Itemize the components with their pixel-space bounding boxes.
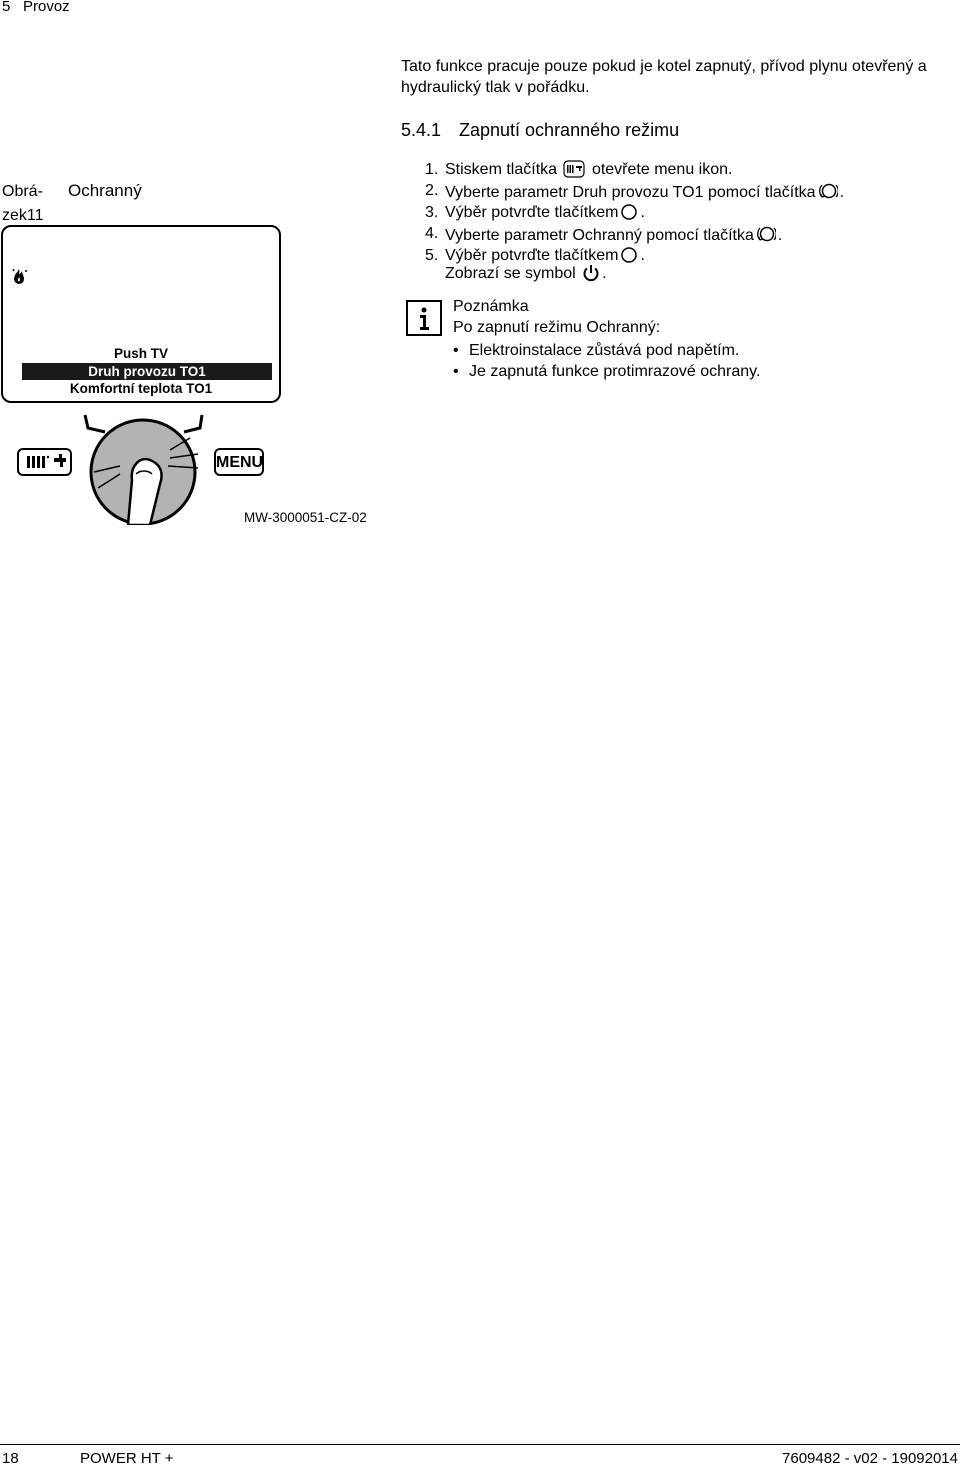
step-number: 2. bbox=[425, 181, 439, 199]
step-text: pomocí tlačítka bbox=[707, 183, 816, 201]
heating-dhw-button[interactable] bbox=[17, 448, 72, 476]
steps-list bbox=[425, 160, 955, 267]
note-text-part: Po zapnutí režimu bbox=[453, 319, 582, 336]
display-line-selected: Druh provozu TO1 bbox=[22, 363, 272, 380]
power-icon bbox=[582, 264, 600, 282]
note-list bbox=[453, 340, 760, 382]
step-2 bbox=[425, 181, 955, 204]
step-text: Výběr potvrďte tlačítkem bbox=[445, 247, 619, 264]
step-text: otevřete menu ikon. bbox=[591, 161, 733, 178]
result-text: Zobrazí se symbol bbox=[445, 265, 576, 282]
document-code: 7609482 - v02 - 19092014 bbox=[782, 1450, 958, 1467]
flame-icon bbox=[11, 267, 29, 285]
page-number: 18 bbox=[2, 1450, 19, 1467]
radiator-tap-icon bbox=[19, 450, 70, 474]
boiler-display-panel bbox=[1, 225, 281, 403]
step-text: . bbox=[777, 226, 783, 244]
step-text: Vyberte parametr bbox=[445, 183, 569, 201]
product-name: POWER HT + bbox=[80, 1450, 174, 1467]
intro-paragraph: Tato funkce pracuje pouze pokud je kotel zapnutý, přívod plynu otevřený a hydraulický tlak v pořádku. bbox=[401, 58, 927, 96]
step-number: 1. bbox=[425, 161, 439, 178]
figure-label-line1: Obrá- bbox=[2, 183, 43, 200]
step-param: Druh provozu TO1 bbox=[572, 183, 704, 201]
note-text-part: : bbox=[655, 319, 661, 336]
figure-label bbox=[2, 180, 52, 228]
step-number: 5. bbox=[425, 247, 439, 264]
note-item: • Je zapnutá funkce protimrazové ochrany. bbox=[453, 361, 760, 382]
chapter-number: 5 bbox=[2, 0, 11, 15]
note-item: • Elektroinstalace zůstává pod napětím. bbox=[453, 340, 760, 361]
figure-code: MW-3000051-CZ-02 bbox=[244, 510, 367, 525]
figure-label-line2: zek11 bbox=[2, 207, 44, 224]
step-text: Stiskem tlačítka bbox=[445, 161, 558, 178]
section-title: Zapnutí ochranného režimu bbox=[459, 120, 680, 140]
step-text: pomocí tlačítka bbox=[646, 226, 754, 244]
confirm-knob-icon bbox=[620, 203, 638, 221]
info-icon bbox=[406, 300, 442, 336]
rotate-knob-icon bbox=[818, 181, 838, 201]
menu-button[interactable]: MENU bbox=[214, 448, 264, 476]
rotary-knob-icon[interactable] bbox=[80, 410, 210, 525]
step-text: Vyberte parametr bbox=[445, 226, 569, 244]
section-heading bbox=[401, 120, 679, 141]
step-text: . bbox=[640, 247, 645, 264]
figure-caption: Ochranný bbox=[68, 181, 142, 200]
step-4 bbox=[425, 224, 955, 247]
note-title: Poznámka bbox=[453, 298, 529, 315]
step-text: . bbox=[839, 183, 845, 201]
step-text: Výběr potvrďte tlačítkem bbox=[445, 204, 619, 221]
step-number: 4. bbox=[425, 224, 439, 242]
radiator-tap-button-icon bbox=[563, 160, 585, 178]
footer-divider bbox=[0, 1444, 960, 1445]
section-number: 5.4.1 bbox=[401, 120, 442, 140]
step-text: . bbox=[640, 204, 645, 221]
step-result bbox=[445, 264, 607, 283]
chapter-title: Provoz bbox=[23, 0, 70, 15]
step-param: Ochranný bbox=[572, 226, 642, 244]
step-number: 3. bbox=[425, 204, 439, 221]
rotate-knob-icon bbox=[756, 224, 776, 244]
step-1 bbox=[425, 160, 955, 181]
note-param: Ochranný bbox=[586, 319, 656, 336]
display-line-push-tv: Push TV bbox=[113, 346, 168, 361]
confirm-knob-icon bbox=[620, 246, 638, 264]
result-text: . bbox=[602, 265, 607, 282]
step-3 bbox=[425, 203, 955, 224]
display-line-comfort: Komfortní teplota TO1 bbox=[69, 381, 213, 396]
note-text bbox=[453, 319, 660, 337]
